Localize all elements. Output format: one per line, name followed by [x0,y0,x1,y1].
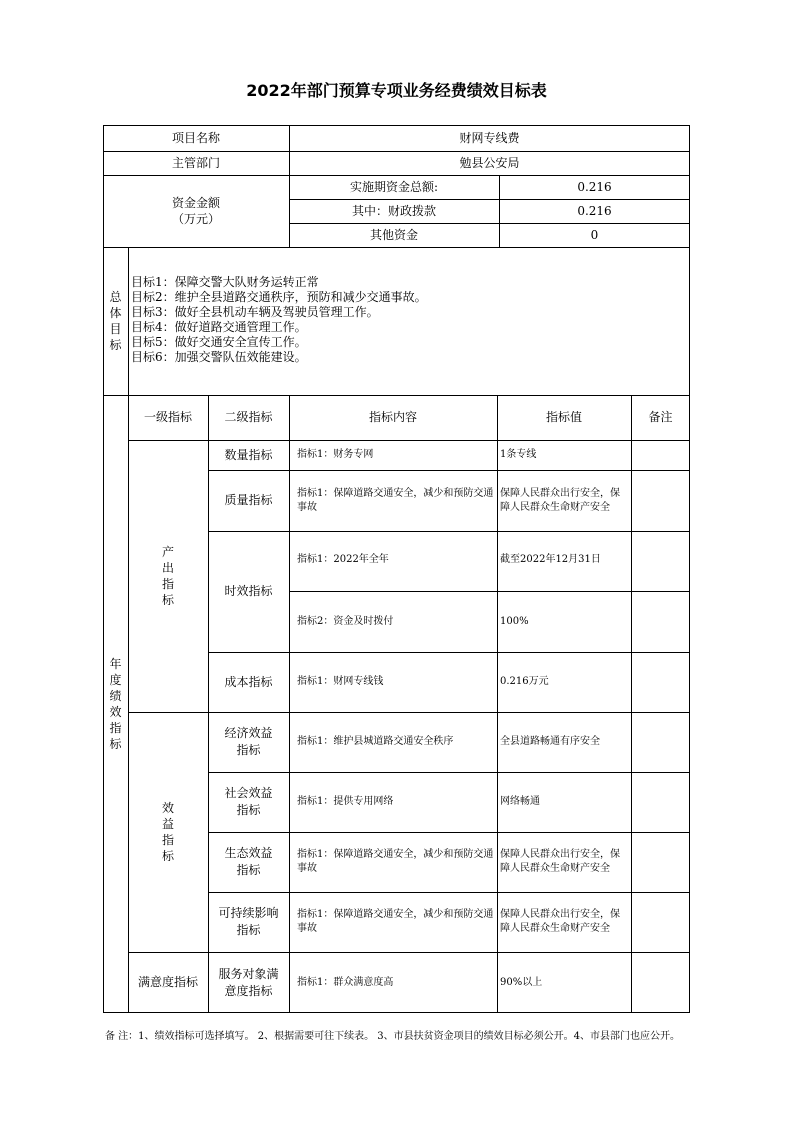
label-char: 益 [161,817,174,831]
label-char: 指 [161,833,174,847]
fiscal-fund-value: 0.216 [577,203,612,218]
goal-item: 目标4：做好道路交通管理工作。 [131,320,307,334]
label-char: 目 [109,322,122,336]
level2-ecological: 生态效益指标 [224,846,273,877]
goal-item: 目标3：做好全县机动车辆及驾驶员管理工作。 [131,305,379,319]
level2-timeliness: 时效指标 [224,584,273,598]
overall-goals-list [131,275,427,365]
level2-economic: 经济效益指标 [224,726,273,757]
goal-item: 目标6：加强交警队伍效能建设。 [131,350,307,364]
footnote: 备 注：1、绩效指标可选择填写。 2、根据需要可往下续表。 3、市县扶贫资金项目的绩效目标必须公开。4、市县部门也应公开。 [105,1031,680,1042]
label-char: 效 [161,801,174,815]
row-divider [103,247,690,248]
indicator-value: 90%以上 [500,976,543,988]
label-char: 度 [109,673,122,687]
other-fund-value: 0 [590,227,599,242]
level2-service-satisfaction: 服务对象满意度指标 [218,966,279,998]
label-char: 标 [109,737,122,751]
fund-label-line1: 资金金额 [171,196,220,210]
level2-quality: 质量指标 [224,493,273,507]
level2-sustainable: 可持续影响指标 [218,906,279,937]
dept-label: 主管部门 [171,155,220,170]
indicator-value: 保障人民群众出行安全，保障人民群众生命财产安全 [500,909,620,934]
label-char: 总 [109,290,122,304]
label-char: 指 [161,577,174,591]
indicator-value: 0.216万元 [500,676,549,687]
indicator-content: 指标1：保障道路交通安全，减少和预防交通事故 [297,849,494,874]
indicator-content: 指标1：维护县城道路交通安全秩序 [297,736,454,747]
indicator-value: 保障人民群众出行安全，保障人民群众生命财产安全 [500,849,620,874]
level2-social: 社会效益指标 [224,786,273,817]
label-char: 出 [161,561,174,575]
fund-amount-label [103,175,289,247]
satisfaction-indicator-group: 满意度指标 [137,975,198,989]
benefit-indicator-group [128,712,208,952]
indicator-content: 指标1：财网专线钱 [297,676,384,687]
indicator-value: 网络畅通 [500,796,540,807]
col-divider [631,395,632,1013]
indicator-content: 指标1：财务专网 [297,449,374,460]
level2-cost: 成本指标 [224,674,273,689]
page-title: 2022年部门预算专项业务经费绩效目标表 [246,81,547,100]
indicator-content: 指标1：保障道路交通安全，减少和预防交通事故 [297,487,494,513]
indicator-value: 1条专线 [500,449,537,460]
indicator-content: 指标1：群众满意度高 [297,976,394,988]
label-char: 标 [161,849,174,863]
label-char: 标 [109,338,122,352]
label-char: 年 [109,657,122,671]
total-fund-label: 实施期资金总额: [349,179,439,194]
indicator-value: 截至2022年12月31日 [500,554,601,565]
project-name-value: 财网专线费 [459,130,520,145]
col-header-level1: 一级指标 [143,410,192,424]
indicator-value: 保障人民群众出行安全，保障人民群众生命财产安全 [500,487,620,513]
annual-indicator-label [103,395,128,1013]
project-name-label: 项目名称 [171,130,220,145]
indicator-content: 指标1：2022年全年 [297,554,389,565]
output-indicator-group [128,440,208,712]
overall-goal-label [103,247,128,395]
goal-item: 目标5：做好交通安全宣传工作。 [131,335,307,349]
indicator-content: 指标2：资金及时拨付 [297,615,394,627]
level2-quantity: 数量指标 [224,447,273,462]
indicator-value: 全县道路畅通有序安全 [500,736,600,747]
label-char: 体 [109,306,122,320]
indicator-value: 100% [500,615,529,627]
other-fund-label: 其他资金 [369,227,418,242]
label-char: 产 [161,545,174,559]
goal-item: 目标1：保障交警大队财务运转正常 [131,275,319,289]
goal-item: 目标2：维护全县道路交通秩序，预防和减少交通事故。 [131,290,427,304]
indicator-content: 指标1：提供专用网络 [297,796,394,807]
col-header-content: 指标内容 [368,410,417,424]
col-header-value: 指标值 [545,410,582,424]
col-header-remark: 备注 [648,410,673,424]
label-char: 效 [109,705,122,719]
total-fund-value: 0.216 [577,179,612,194]
label-char: 标 [161,593,174,607]
indicator-content: 指标1：保障道路交通安全，减少和预防交通事故 [297,909,494,934]
dept-value: 勉县公安局 [459,155,520,170]
fund-label-line2: （万元） [171,212,220,226]
label-char: 指 [109,721,122,735]
col-header-level2: 二级指标 [224,410,273,424]
fiscal-fund-label: 其中：财政拨款 [351,203,436,218]
label-char: 绩 [109,689,122,703]
